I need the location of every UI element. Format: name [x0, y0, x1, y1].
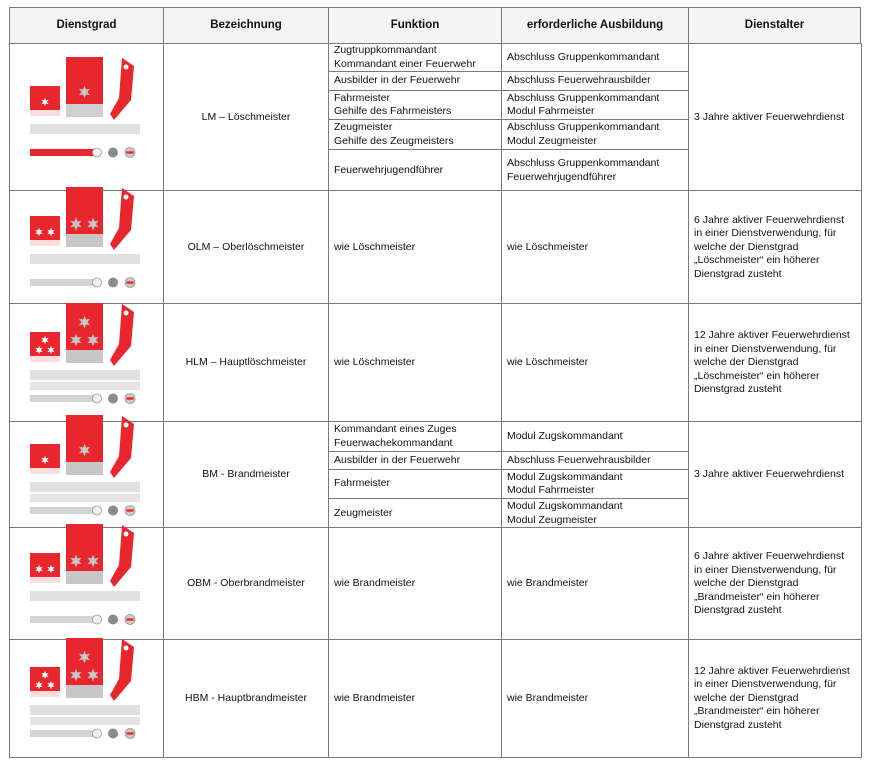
rank-row-1-function-5: Feuerwehrjugendführer [328, 149, 502, 192]
rank-row-1-function-4: Zeugmeister Gehilfe des Zeugmeisters [328, 119, 502, 150]
rank-row-1-training-5: Abschluss Gruppenkommandant Feuerwehrjugendführer [501, 149, 689, 192]
rank-row-3-service: 12 Jahre aktiver Feuerwehrdienst in einer Dienstverwendung, für welche der Dienstgrad „Löschmeister“ ein höherer Dienstgrad zusteht [688, 303, 862, 423]
collar-patch [30, 667, 60, 697]
rank-row-1-training-1: Abschluss Gruppenkommandant [501, 43, 689, 72]
rank-row-6-function-1: wie Brandmeister [328, 639, 502, 758]
rank-row-1-designation: LM – Löschmeister [163, 43, 329, 192]
rank-row-6-training-1: wie Brandmeister [501, 639, 689, 758]
chin-strap [30, 148, 135, 158]
rank-row-5-service: 6 Jahre aktiver Feuerwehrdienst in einer Dienstverwendung, für welche der Dienstgrad „Brandmeister“ ein höherer Dienstgrad zusteht [688, 527, 862, 641]
rank-row-4-function-2: Ausbilder in der Feuerwehr [328, 451, 502, 470]
header-bezeichnung: Bezeichnung [163, 7, 329, 44]
header-dienstalter: Dienstalter [688, 7, 861, 44]
rank-row-3-training-1: wie Löschmeister [501, 303, 689, 423]
header-dienstgrad: Dienstgrad [9, 7, 164, 44]
rank-row-6-designation: HBM - Hauptbrandmeister [163, 639, 329, 758]
shoulder-board [66, 303, 103, 363]
rank-insignia [22, 54, 162, 180]
rank-row-1-training-4: Abschluss Gruppenkommandant Modul Zeugmeister [501, 119, 689, 150]
shoulder-board [66, 524, 103, 584]
cap-cord [30, 591, 140, 601]
rank-insignia [22, 521, 162, 647]
cap-cord [30, 124, 140, 134]
chin-strap [30, 614, 135, 624]
collar-patch [30, 216, 60, 246]
rank-insignia [22, 635, 162, 761]
chin-strap [30, 393, 135, 403]
lapel-badge [110, 58, 134, 120]
rank-row-5-designation: OBM - Oberbrandmeister [163, 527, 329, 641]
shoulder-board [66, 57, 103, 117]
collar-patch [30, 332, 60, 362]
rank-row-4-service: 3 Jahre aktiver Feuerwehrdienst [688, 421, 862, 529]
rank-row-1-function-1: Zugtruppkommandant Kommandant einer Feuerwehr [328, 43, 502, 72]
cap-cord [30, 254, 140, 264]
cap-cord [30, 370, 140, 390]
lapel-badge [110, 639, 134, 701]
lapel-badge [110, 188, 134, 250]
rank-row-1-function-2: Ausbilder in der Feuerwehr [328, 71, 502, 91]
rank-row-2-function-1: wie Löschmeister [328, 190, 502, 305]
lapel-badge [110, 416, 134, 478]
collar-patch [30, 553, 60, 583]
rank-row-4-designation: BM - Brandmeister [163, 421, 329, 529]
rank-row-2-training-1: wie Löschmeister [501, 190, 689, 305]
rank-row-4-training-2: Abschluss Feuerwehrausbilder [501, 451, 689, 470]
rank-row-6-service: 12 Jahre aktiver Feuerwehrdienst in einer Dienstverwendung, für welche der Dienstgrad „Brandmeister“ ein höherer Dienstgrad zusteht [688, 639, 862, 758]
rank-row-5-training-1: wie Brandmeister [501, 527, 689, 641]
rank-row-4-training-1: Modul Zugskommandant [501, 421, 689, 452]
rank-row-4-training-3: Modul Zugskommandant Modul Fahrmeister [501, 469, 689, 499]
collar-patch [30, 444, 60, 474]
rank-insignia [22, 184, 162, 310]
rank-row-4-function-1: Kommandant eines Zuges Feuerwachekommandant [328, 421, 502, 452]
rank-row-1-service: 3 Jahre aktiver Feuerwehrdienst [688, 43, 862, 192]
header-funktion: Funktion [328, 7, 502, 44]
rank-row-4-function-3: Fahrmeister [328, 469, 502, 499]
rank-insignia [22, 412, 162, 538]
rank-insignia [22, 300, 162, 426]
rank-row-2-service: 6 Jahre aktiver Feuerwehrdienst in einer Dienstverwendung, für welche der Dienstgrad „Löschmeister“ ein höherer Dienstgrad zusteht [688, 190, 862, 305]
shoulder-board [66, 638, 103, 698]
rank-row-4-training-4: Modul Zugskommandant Modul Zeugmeister [501, 498, 689, 529]
chin-strap [30, 729, 135, 739]
rank-row-1-function-3: Fahrmeister Gehilfe des Fahrmeisters [328, 90, 502, 120]
rank-row-4-function-4: Zeugmeister [328, 498, 502, 529]
rank-row-3-designation: HLM – Hauptlöschmeister [163, 303, 329, 423]
lapel-badge [110, 525, 134, 587]
rank-row-1-training-2: Abschluss Feuerwehrausbilder [501, 71, 689, 91]
shoulder-board [66, 187, 103, 247]
chin-strap [30, 505, 135, 515]
rank-row-5-function-1: wie Brandmeister [328, 527, 502, 641]
header-ausbildung: erforderliche Ausbildung [501, 7, 689, 44]
cap-cord [30, 482, 140, 502]
rank-row-1-training-3: Abschluss Gruppenkommandant Modul Fahrmeister [501, 90, 689, 120]
rank-row-3-function-1: wie Löschmeister [328, 303, 502, 423]
shoulder-board [66, 415, 103, 475]
rank-row-2-designation: OLM – Oberlöschmeister [163, 190, 329, 305]
lapel-badge [110, 304, 134, 366]
chin-strap [30, 278, 135, 288]
collar-patch [30, 86, 60, 116]
cap-cord [30, 705, 140, 725]
